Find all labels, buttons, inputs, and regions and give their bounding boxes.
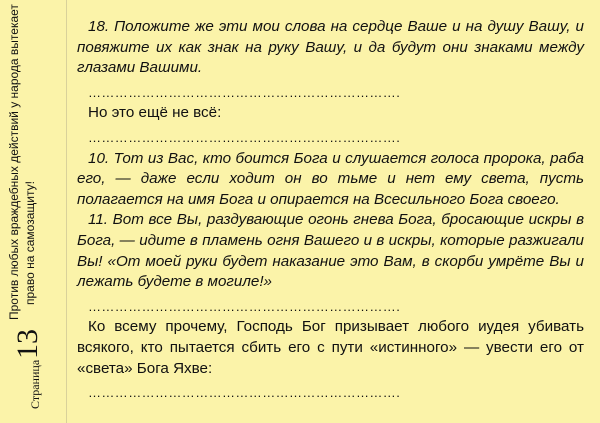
- conclusion-text: Ко всему прочему, Господь Бог призывает любого иудея убивать всякого, кто пытается сбить его с пути «истинного» — увести его от «света» Бога Яхве:: [77, 318, 584, 377]
- verse-10: 10. Тот из Вас, кто боится Бога и слушается голоса пророка, раба его, — даже если ходит он во тьме и нет ему света, пусть полагается на имя Бога и опирается на Всесильного Бога своего.: [77, 149, 584, 208]
- sidebar: [0, 0, 66, 423]
- main-text: [77, 17, 584, 404]
- sidebar-divider: [66, 0, 67, 423]
- page-number: 13: [11, 329, 44, 359]
- ellipsis-line-2: …………………………………………………………….: [88, 129, 401, 145]
- sidebar-caption-line2: право на самозащиту!: [23, 181, 37, 305]
- ellipsis-line-3: …………………………………………………………….: [88, 298, 401, 314]
- page-label: Страница: [28, 359, 42, 409]
- sidebar-caption-line1: Против любых враждебных действий у народа вытекает: [7, 4, 21, 320]
- not-all-text: Но это ещё не всё:: [88, 104, 222, 122]
- verse-18: 18. Положите же эти мои слова на сердце Ваше и на душу Вашу, и повяжите их как знак на руку Вашу, и да будут они знаками между глазами Вашими.: [77, 18, 584, 77]
- sidebar-rotated: [0, 0, 66, 423]
- verse-11: 11. Вот все Вы, раздувающие огонь гнева Бога, бросающие искры в Бога, — идите в пламень огня Вашего и в искры, которые разжигали Вы! «От моей руки будет наказание это Вам, в скорби умрёте Вы и лежать будете в могиле!»: [77, 211, 584, 291]
- ellipsis-line-1: …………………………………………………………….: [88, 84, 401, 100]
- ellipsis-line-4: …………………………………………………………….: [88, 385, 401, 401]
